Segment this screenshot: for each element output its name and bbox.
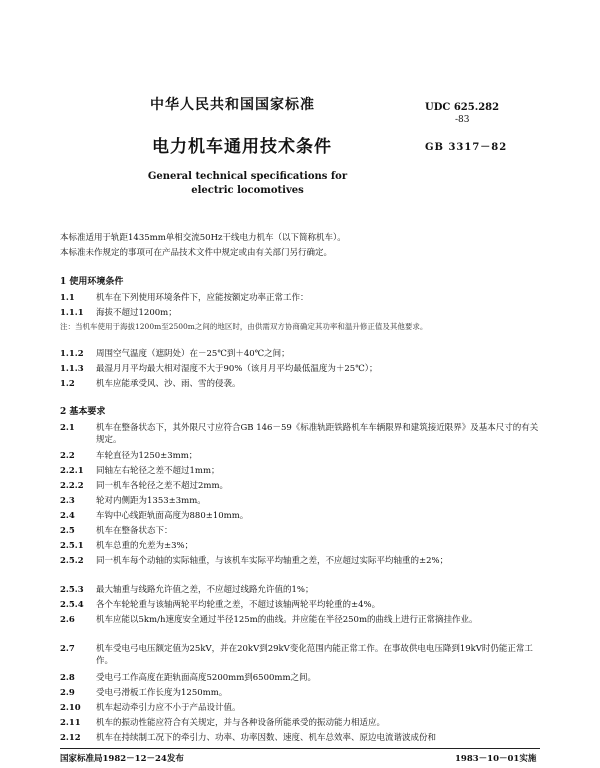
clause-item: [60, 510, 540, 522]
clause-item: [60, 292, 540, 304]
clause-text: 轮对内侧距为1353±3mm。: [96, 496, 206, 506]
clause-text: 受电弓滑板工作长度为1250mm。: [96, 688, 228, 698]
clause-number: 2.5.4: [60, 600, 84, 610]
effective-date: 1983－10－01实施: [455, 754, 537, 764]
intro-paragraph-2: 本标准未作规定的事项可在产品技术文件中规定或由有关部门另行确定。: [60, 248, 333, 258]
gb-standard-number: GB 3317－82: [425, 142, 508, 153]
clause-number: 2.2: [60, 451, 75, 461]
clause-number: 1.1.1: [60, 308, 84, 318]
clause-item: [60, 672, 540, 684]
issue-date: 国家标准局1982－12－24发布: [60, 754, 184, 764]
footer-divider: [60, 748, 540, 749]
clause-item: [60, 480, 540, 492]
document-title: 电力机车通用技术条件: [152, 137, 332, 157]
clause-item: [60, 643, 540, 667]
clause-number: 2.4: [60, 511, 75, 521]
english-title: General technical specifications for electric locomotives: [147, 171, 348, 196]
note-item: [60, 321, 540, 333]
clause-item: [60, 555, 540, 567]
clause-text: 机车在下列使用环境条件下，应能按额定功率正常工作：: [96, 293, 309, 303]
clause-number: 1.1: [60, 293, 75, 303]
clause-number: 1.2: [60, 379, 75, 389]
clause-item: [60, 450, 540, 462]
clause-item: [60, 465, 540, 477]
clause-text: 同轴左右轮径之差不超过1mm；: [96, 466, 220, 476]
clause-number: 2.9: [60, 688, 75, 698]
clause-number: 2.5.1: [60, 541, 84, 551]
clause-number: 1.1.3: [60, 364, 84, 374]
clause-number: 2.6: [60, 615, 75, 625]
clause-number: 1.1.2: [60, 349, 84, 359]
clause-number: 2.3: [60, 496, 75, 506]
clause-number: 2.2.1: [60, 466, 84, 476]
clause-number: 2.7: [60, 644, 75, 654]
clause-text: 机车应能承受风、沙、雨、雪的侵袭。: [96, 379, 241, 389]
clause-item: [60, 525, 540, 537]
clause-text: 同一机车各轮径之差不超过2mm。: [96, 481, 229, 491]
clause-text: 机车起动牵引力应不小于产品设计值。: [96, 703, 241, 713]
national-standard-title: 中华人民共和国国家标准: [150, 97, 315, 113]
clause-text: 机车总重的允差为±3%；: [96, 541, 194, 551]
clause-item: [60, 348, 540, 360]
clause-text: 机车在持续制工况下的牵引力、功率、功率因数、速度、机车总效率、原边电流谐波成份和: [96, 733, 437, 743]
clause-item: [60, 378, 540, 390]
clause-text: 周围空气温度（遮阴处）在－25℃到＋40℃之间；: [96, 349, 290, 359]
clause-item: [60, 495, 540, 507]
clause-item: [60, 422, 540, 446]
clause-number: 2.12: [60, 733, 81, 743]
clause-item: [60, 732, 540, 744]
clause-text: 机车受电弓电压额定值为25kV，并在20kV到29kV变化范围内能正常工作。在事故供电电压降到19kV时仍能正常工作。: [96, 644, 533, 666]
clause-item: [60, 307, 540, 319]
udc-code: UDC 625.282: [425, 102, 500, 113]
clause-number: 2.5.2: [60, 556, 84, 566]
clause-text: 受电弓工作高度在距轨面高度5200mm到6500mm之间。: [96, 673, 317, 683]
clause-text: 最大轴重与线路允许值之差，不应超过线路允许值的1%；: [96, 585, 314, 595]
clause-number: 2.5: [60, 526, 75, 536]
clause-text: 机车应能以5km/h速度安全通过半径125m的曲线。并应能在半径250m的曲线上进行正常摘挂作业。: [96, 615, 478, 625]
clause-item: [60, 540, 540, 552]
clause-text: 同一机车每个动轴的实际轴重，与该机车实际平均轴重之差，不应超过实际平均轴重的±2%；: [96, 556, 449, 566]
clause-text: 各个车轮轮重与该轴两轮平均轮重之差，不超过该轴两轮平均轮重的±4%。: [96, 600, 381, 610]
clause-text: 海拔不超过1200m；: [96, 308, 177, 318]
section-heading-1: 1 使用环境条件: [60, 277, 124, 287]
clause-number: 2.11: [60, 718, 81, 728]
clause-text: 机车的振动性能应符合有关规定，并与各种设备所能承受的振动能力相适应。: [96, 718, 386, 728]
clause-text: 机车在整备状态下：: [96, 526, 173, 536]
clause-number: 2.10: [60, 703, 81, 713]
udc-code-suffix: -83: [455, 115, 470, 125]
clause-item: [60, 363, 540, 375]
clause-number: 2.5.3: [60, 585, 84, 595]
clause-text: 车轮直径为1250±3mm；: [96, 451, 198, 461]
clause-item: [60, 717, 540, 729]
clause-item: [60, 584, 540, 596]
section-heading-2: 2 基本要求: [60, 407, 106, 417]
clause-number: 2.1: [60, 423, 75, 433]
clause-item: [60, 687, 540, 699]
clause-number: 2.8: [60, 673, 75, 683]
clause-item: [60, 702, 540, 714]
clause-text: 机车在整备状态下，其外限尺寸应符合GB 146－59《标准轨距铁路机车车辆限界和建筑接近限界》及基本尺寸的有关规定。: [96, 423, 539, 445]
clause-text: 车钩中心线距轨面高度为880±10mm。: [96, 511, 249, 521]
clause-item: [60, 614, 540, 626]
note-text: 注：当机车使用于海拔1200m至2500m之间的地区时，由供需双方协商确定其功率和温升修正值及其他要求。: [60, 322, 428, 331]
clause-text: 最湿月月平均最大相对湿度不大于90%（该月月平均最低温度为＋25℃）；: [96, 364, 378, 374]
intro-paragraph-1: 本标准适用于轨距1435mm单相交流50Hz干线电力机车（以下简称机车）。: [60, 233, 346, 243]
clause-number: 2.2.2: [60, 481, 84, 491]
clause-item: [60, 599, 540, 611]
